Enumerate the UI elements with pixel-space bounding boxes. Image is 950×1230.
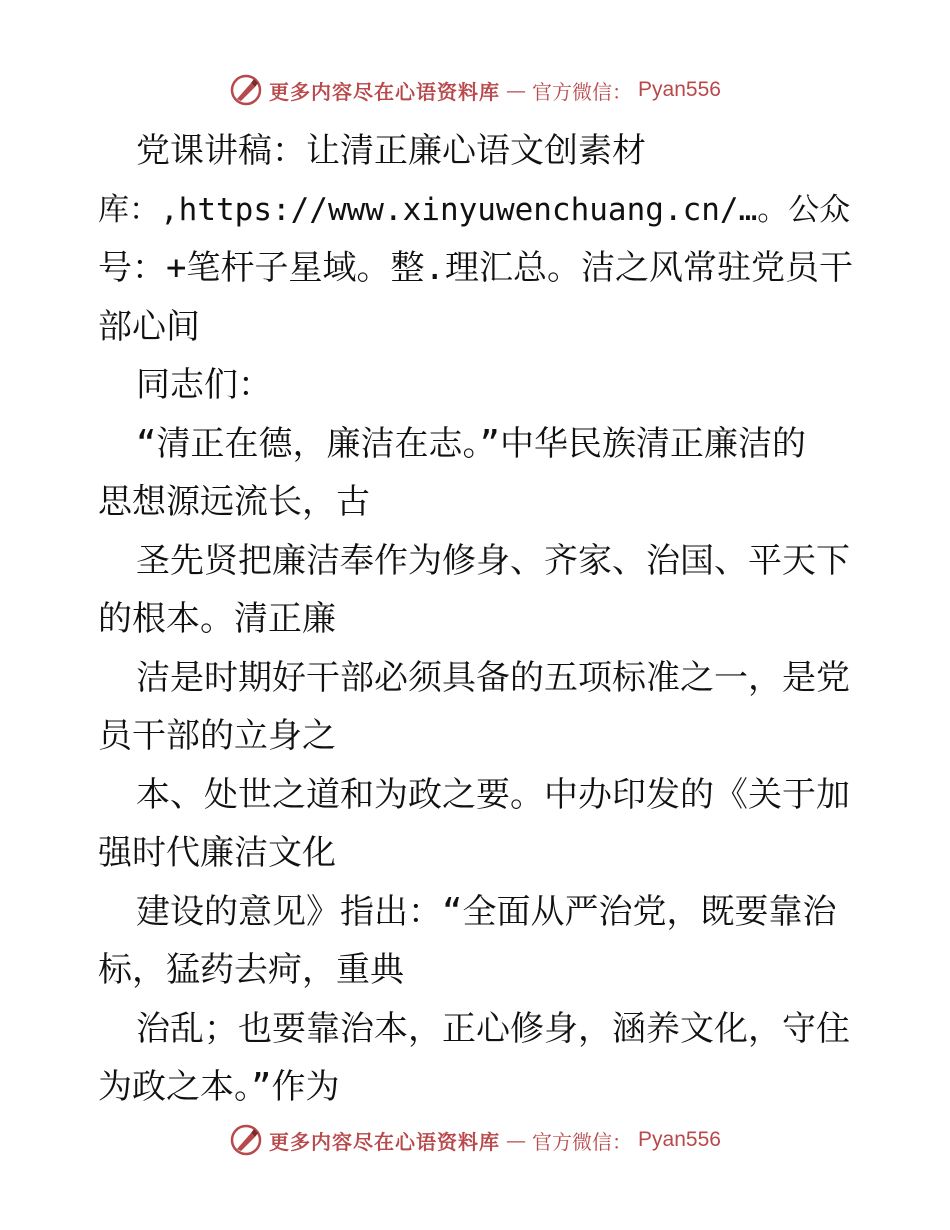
text-line: 强时代廉洁文化 [98,833,336,873]
watermark-wechat-label: 官方微信： [532,1129,633,1154]
text-line: 的根本。清正廉 [98,599,336,639]
text-line: 号：+笔杆子星域。整.理汇总。洁之风常驻党员干 [98,248,853,288]
watermark-text: 更多内容尽在心语资料库 [269,1129,501,1154]
watermark-wechat-label: 官方微信： [532,79,633,104]
document-body [98,122,858,1117]
text-line: 部心间 [98,306,200,347]
watermark-text: 更多内容尽在心语资料库 [269,79,501,104]
text-line: 员干部的立身之 [98,716,336,756]
text-line: 圣先贤把廉洁奉作为修身、齐家、治国、平天下 [136,540,850,581]
text-line: 为政之本。”作为 [98,1067,340,1107]
text-line: “清正在德，廉洁在志。”中华民族清正廉洁的 [136,423,806,464]
pen-circle-logo-icon [229,1123,263,1157]
pen-circle-logo-icon [229,73,263,107]
watermark-dash: — [506,78,527,102]
text-line: 同志们： [136,365,272,405]
watermark-wechat-id: Pyan556 [638,1128,721,1151]
header-watermark [0,72,950,108]
footer-watermark [0,1122,950,1158]
text-line: 库：,https://www.xinyuwenchuang.cn/…。公众 [98,191,851,228]
text-line: 本、处世之道和为政之要。中办印发的《关于加 [136,774,850,815]
watermark-dash: — [506,1128,527,1152]
watermark-wechat-id: Pyan556 [638,78,721,101]
text-line: 洁是时期好干部必须具备的五项标准之一，是党 [136,657,850,698]
text-line: 党课讲稿：让清正廉心语文创素材 [136,131,646,171]
text-line: 建设的意见》指出：“全面从严治党，既要靠治 [136,891,837,932]
text-line: 标，猛药去疴，重典 [98,950,404,990]
text-line: 治乱；也要靠治本，正心修身，涵养文化，守住 [136,1008,850,1049]
text-line: 思想源远流长，古 [98,482,370,522]
